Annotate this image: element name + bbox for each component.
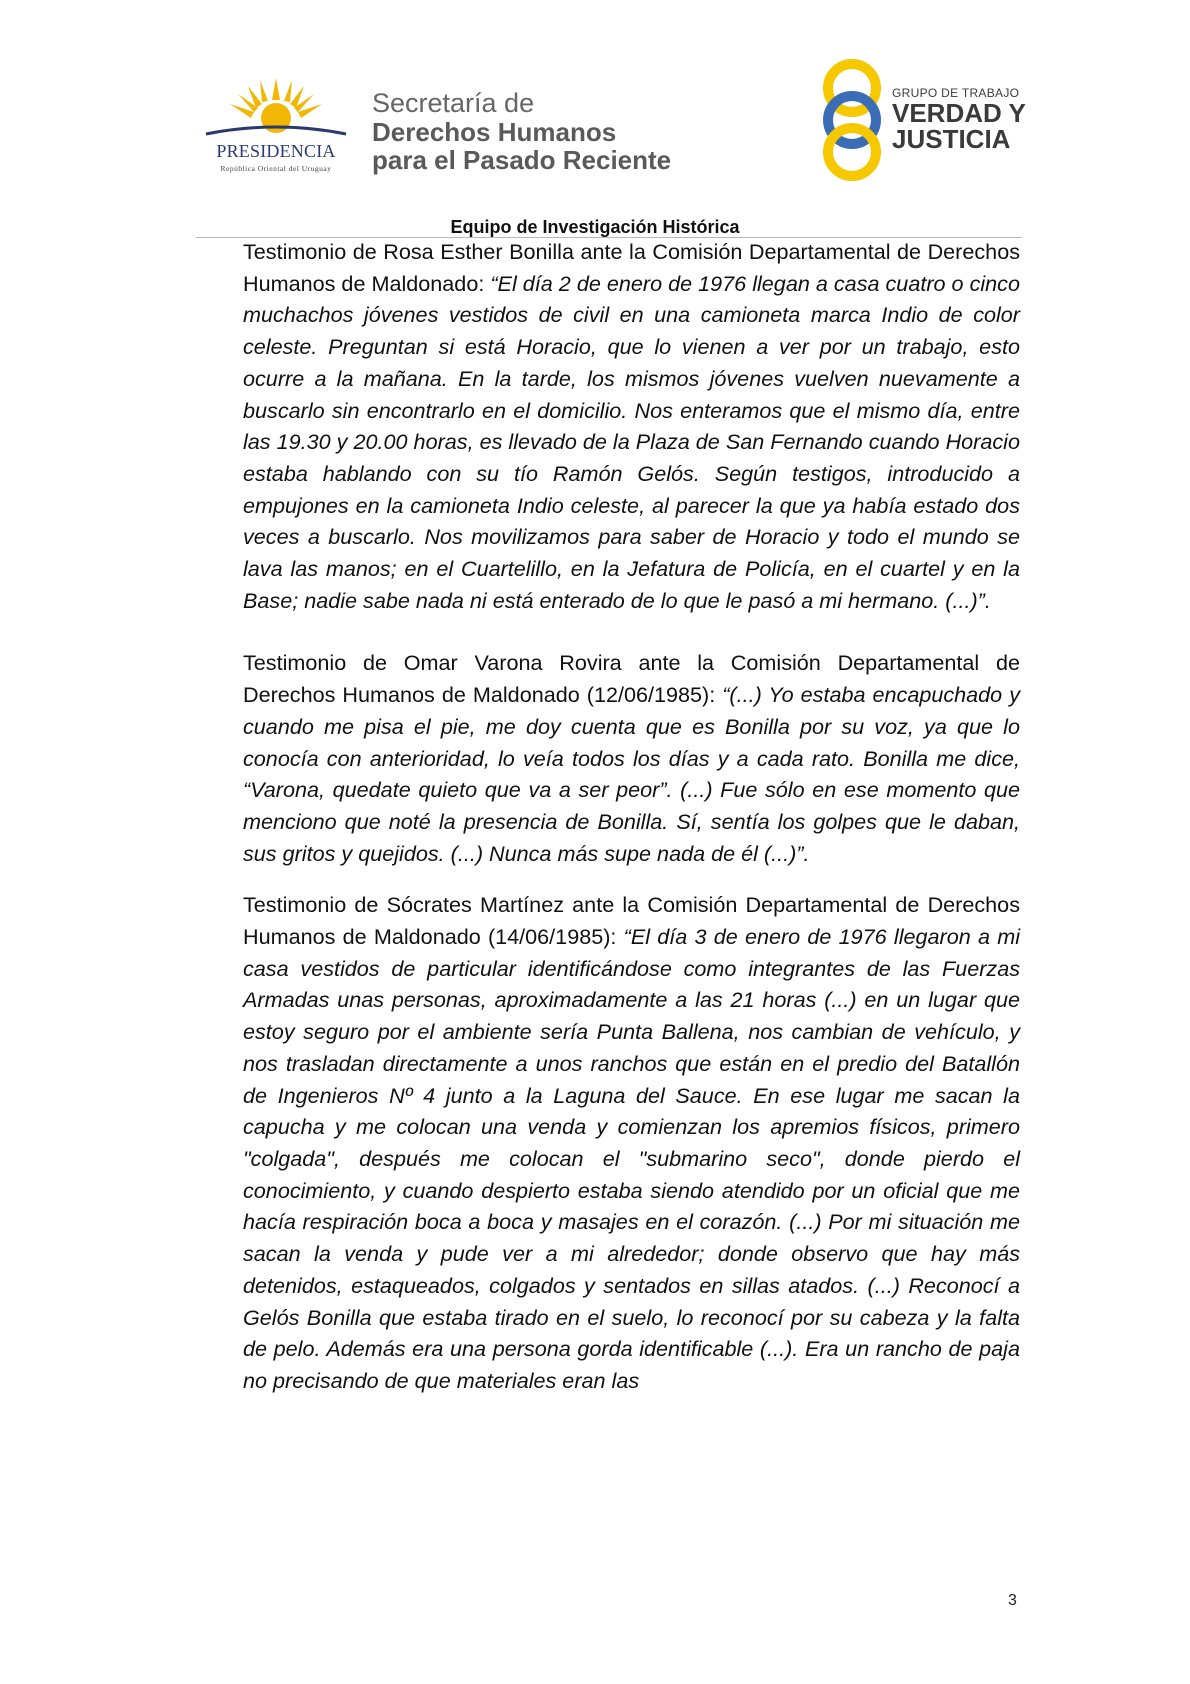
page-number: 3 bbox=[1008, 1592, 1017, 1609]
secretaria-line-2: Derechos Humanos bbox=[372, 117, 617, 147]
presidencia-subtitle: República Oriental del Uruguay bbox=[220, 164, 332, 173]
secretaria-line-3: para el Pasado Reciente bbox=[372, 145, 672, 175]
testimony-2-intro: Testimonio de Omar Varona Rovira ante la Comisión Departamental de Derechos Humanos de Maldonado (12/06/1985): bbox=[243, 650, 1020, 708]
sun-emblem-icon bbox=[196, 76, 356, 146]
testimony-1-quote: “El día 2 de enero de 1976 llegan a casa cuatro o cinco muchachos jóvenes vestidos de civil en una camioneta marca Indio de color celeste. Preguntan si está Horacio, que lo vienen a ver por un trabajo, esto ocurre a la mañana. En la tarde, los mismos jóvenes vuelven nuevamente a buscarlo sin encontrarlo en el domicilio. Nos enteramos que el mismo día, entre las 19.30 y 20.00 horas, es llevado de la Plaza de San Fernando cuando Horacio estaba hablando con su tío Ramón Gelós. Según testigos, introducido a empujones en la camioneta Indio celeste, al parecer la que ya había estado dos veces a buscarlo. Nos movilizamos para saber de Horacio y todo el mundo se lava las manos; en el Cuartelillo, en la Jefatura de Policía, en el cuartel y en la Base; nadie sabe nada ni está enterado de lo que le pasó a mi hermano. (...)”. bbox=[243, 270, 1020, 613]
verdad-justicia-logo bbox=[818, 54, 1026, 184]
presidencia-logo bbox=[196, 76, 356, 182]
testimony-paragraph-3 bbox=[243, 889, 1020, 1396]
testimony-3-quote: “El día 3 de enero de 1976 llegaron a mi casa vestidos de particular identificándose como integrantes de las Fuerzas Armadas unas personas, aproximadamente a las 21 horas (...) en un lugar que estoy seguro por el ambiente sería Punta Ballena, nos cambian de vehículo, y nos trasladan directamente a unos ranchos que están en el predio del Batallón de Ingenieros Nº 4 junto a la Laguna del Sauce. En ese lugar me sacan la capucha y me colocan una venda y comienzan los apremios físicos, primero "colgada", después me colocan el "submarino seco", donde pierdo el conocimiento, y cuando despierto estaba siendo atendido por un oficial que me hacía respiración boca a boca y masajes en el corazón. (...) Por mi situación me sacan la venda y pude ver a mi alrededor; donde observo que hay más detenidos, estaqueados, colgados y sentados en sillas atados. (...) Reconocí a Gelós Bonilla que estaba tirado en el suelo, lo reconocí por su cabeza y la falta de pelo. Además era una persona gorda identificable (...). Era un rancho de paja no precisando de que materiales eran las bbox=[243, 924, 1020, 1393]
document-body bbox=[243, 236, 1020, 1397]
grupo-line-1: GRUPO DE TRABAJO bbox=[892, 86, 1020, 100]
testimony-2-quote: “(...) Yo estaba encapuchado y cuando me pisa el pie, me doy cuenta que es Bonilla por su voz, ya que lo conocía con anterioridad, lo veía todos los días y a cada rato. Bonilla me dice, “Varona, quedate quieto que va a ser peor”. (...) Fue sólo en ese momento que menciono que noté la presencia de Bonilla. Sí, sentía los golpes que le daban, sus gritos y quejidos. (...) Nunca más supe nada de él (...)”. bbox=[243, 682, 1020, 866]
grupo-line-3: JUSTICIA bbox=[892, 124, 1011, 154]
secretaria-title bbox=[372, 88, 671, 174]
team-title: Equipo de Investigación Histórica bbox=[450, 217, 740, 237]
page-header bbox=[0, 0, 1190, 237]
testimony-paragraph-1 bbox=[243, 236, 1020, 616]
grupo-line-2: VERDAD Y bbox=[892, 98, 1026, 128]
secretaria-line-1: Secretaría de bbox=[372, 88, 535, 118]
testimony-1-intro: Testimonio de Rosa Esther Bonilla ante la Comisión Departamental de Derechos Humanos de Maldonado: bbox=[243, 239, 1020, 296]
testimony-paragraph-2 bbox=[243, 647, 1020, 869]
grupo-text bbox=[892, 86, 1026, 152]
presidencia-wordmark: PRESIDENCIA bbox=[216, 141, 336, 161]
testimony-3-intro: Testimonio de Sócrates Martínez ante la Comisión Departamental de Derechos Humanos de Maldonado (14/06/1985): bbox=[243, 892, 1020, 950]
linked-rings-icon bbox=[818, 54, 888, 184]
